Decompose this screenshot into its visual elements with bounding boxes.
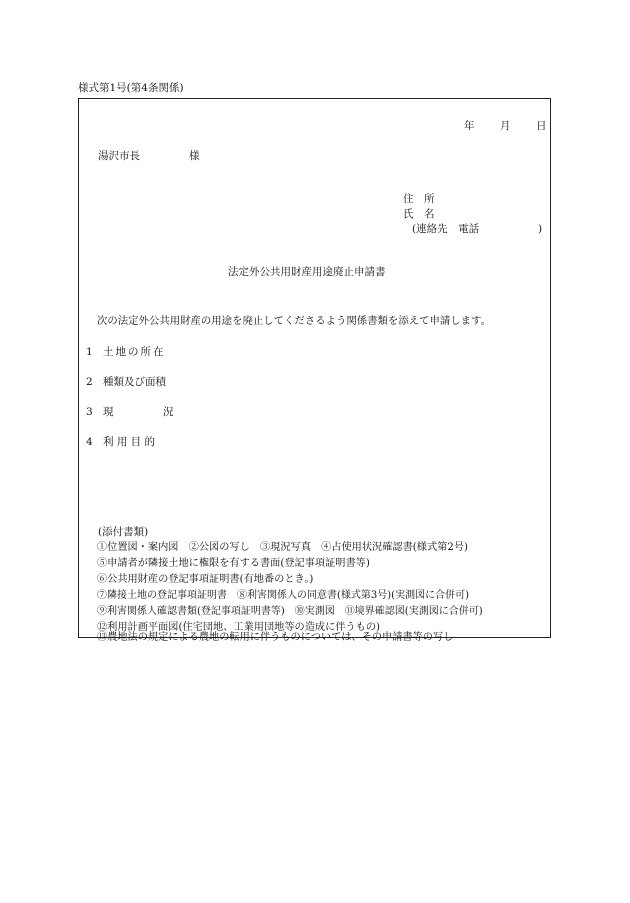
item-2-label: 種類及び面積 <box>103 376 166 388</box>
item-1-number: 1 <box>86 346 93 358</box>
attachment-line: ①位置図・案内図 ②公図の写し ③現況写真 ④占使用状況確認書(様式第2号) <box>97 542 468 553</box>
date-year: 年 <box>464 120 475 132</box>
attachment-line: ⑨利害関係人確認書類(登記事項証明書等) ⑩実測図 ⑪境界確認図(実測図に合併可) <box>97 606 483 617</box>
applicant-contact-close: ) <box>538 223 543 235</box>
attachment-line: ⑫利用計画平面図(住宅団地、工業用団地等の造成に伴うもの) <box>97 622 381 633</box>
item-1-label: 土地の所在 <box>103 346 166 358</box>
attachment-line: ⑦隣接土地の登記事項証明書 ⑧利害関係人の同意書(様式第3号)(実測図に合併可) <box>97 590 469 601</box>
document-title: 法定外公共用財産用途廃止申請書 <box>228 266 386 278</box>
attachment-line: ⑬農地法の規定による農地の転用に伴うものについては、その申請書等の写し <box>97 632 454 643</box>
attachment-line: ⑥公共用財産の登記事項証明書(有地番のとき。) <box>97 574 314 585</box>
item-3-label-end: 況 <box>163 406 174 418</box>
attachments-heading: (添付書類) <box>98 526 149 538</box>
applicant-address-label: 住 所 <box>403 193 435 205</box>
addressee-name: 湯沢市長 <box>98 150 140 162</box>
item-3-number: 3 <box>86 406 93 418</box>
item-4-label: 利 用 目 的 <box>103 436 156 448</box>
date-day: 日 <box>536 120 547 132</box>
attachment-line: ⑤申請者が隣接土地に権限を有する書面(登記事項証明書等) <box>97 558 370 569</box>
item-4-number: 4 <box>86 436 93 448</box>
intro-sentence: 次の法定外公共用財産の用途を廃止してくださるよう関係書類を添えて申請します。 <box>97 315 492 327</box>
date-month: 月 <box>500 120 511 132</box>
item-2-number: 2 <box>86 376 93 388</box>
form-frame <box>78 98 551 638</box>
addressee-honorific: 様 <box>189 150 200 162</box>
item-3-label-start: 現 <box>103 406 114 418</box>
applicant-contact-label: (連絡先 電話 <box>412 223 480 235</box>
applicant-name-label: 氏 名 <box>403 208 435 220</box>
form-label: 様式第1号(第4条関係) <box>78 82 184 94</box>
